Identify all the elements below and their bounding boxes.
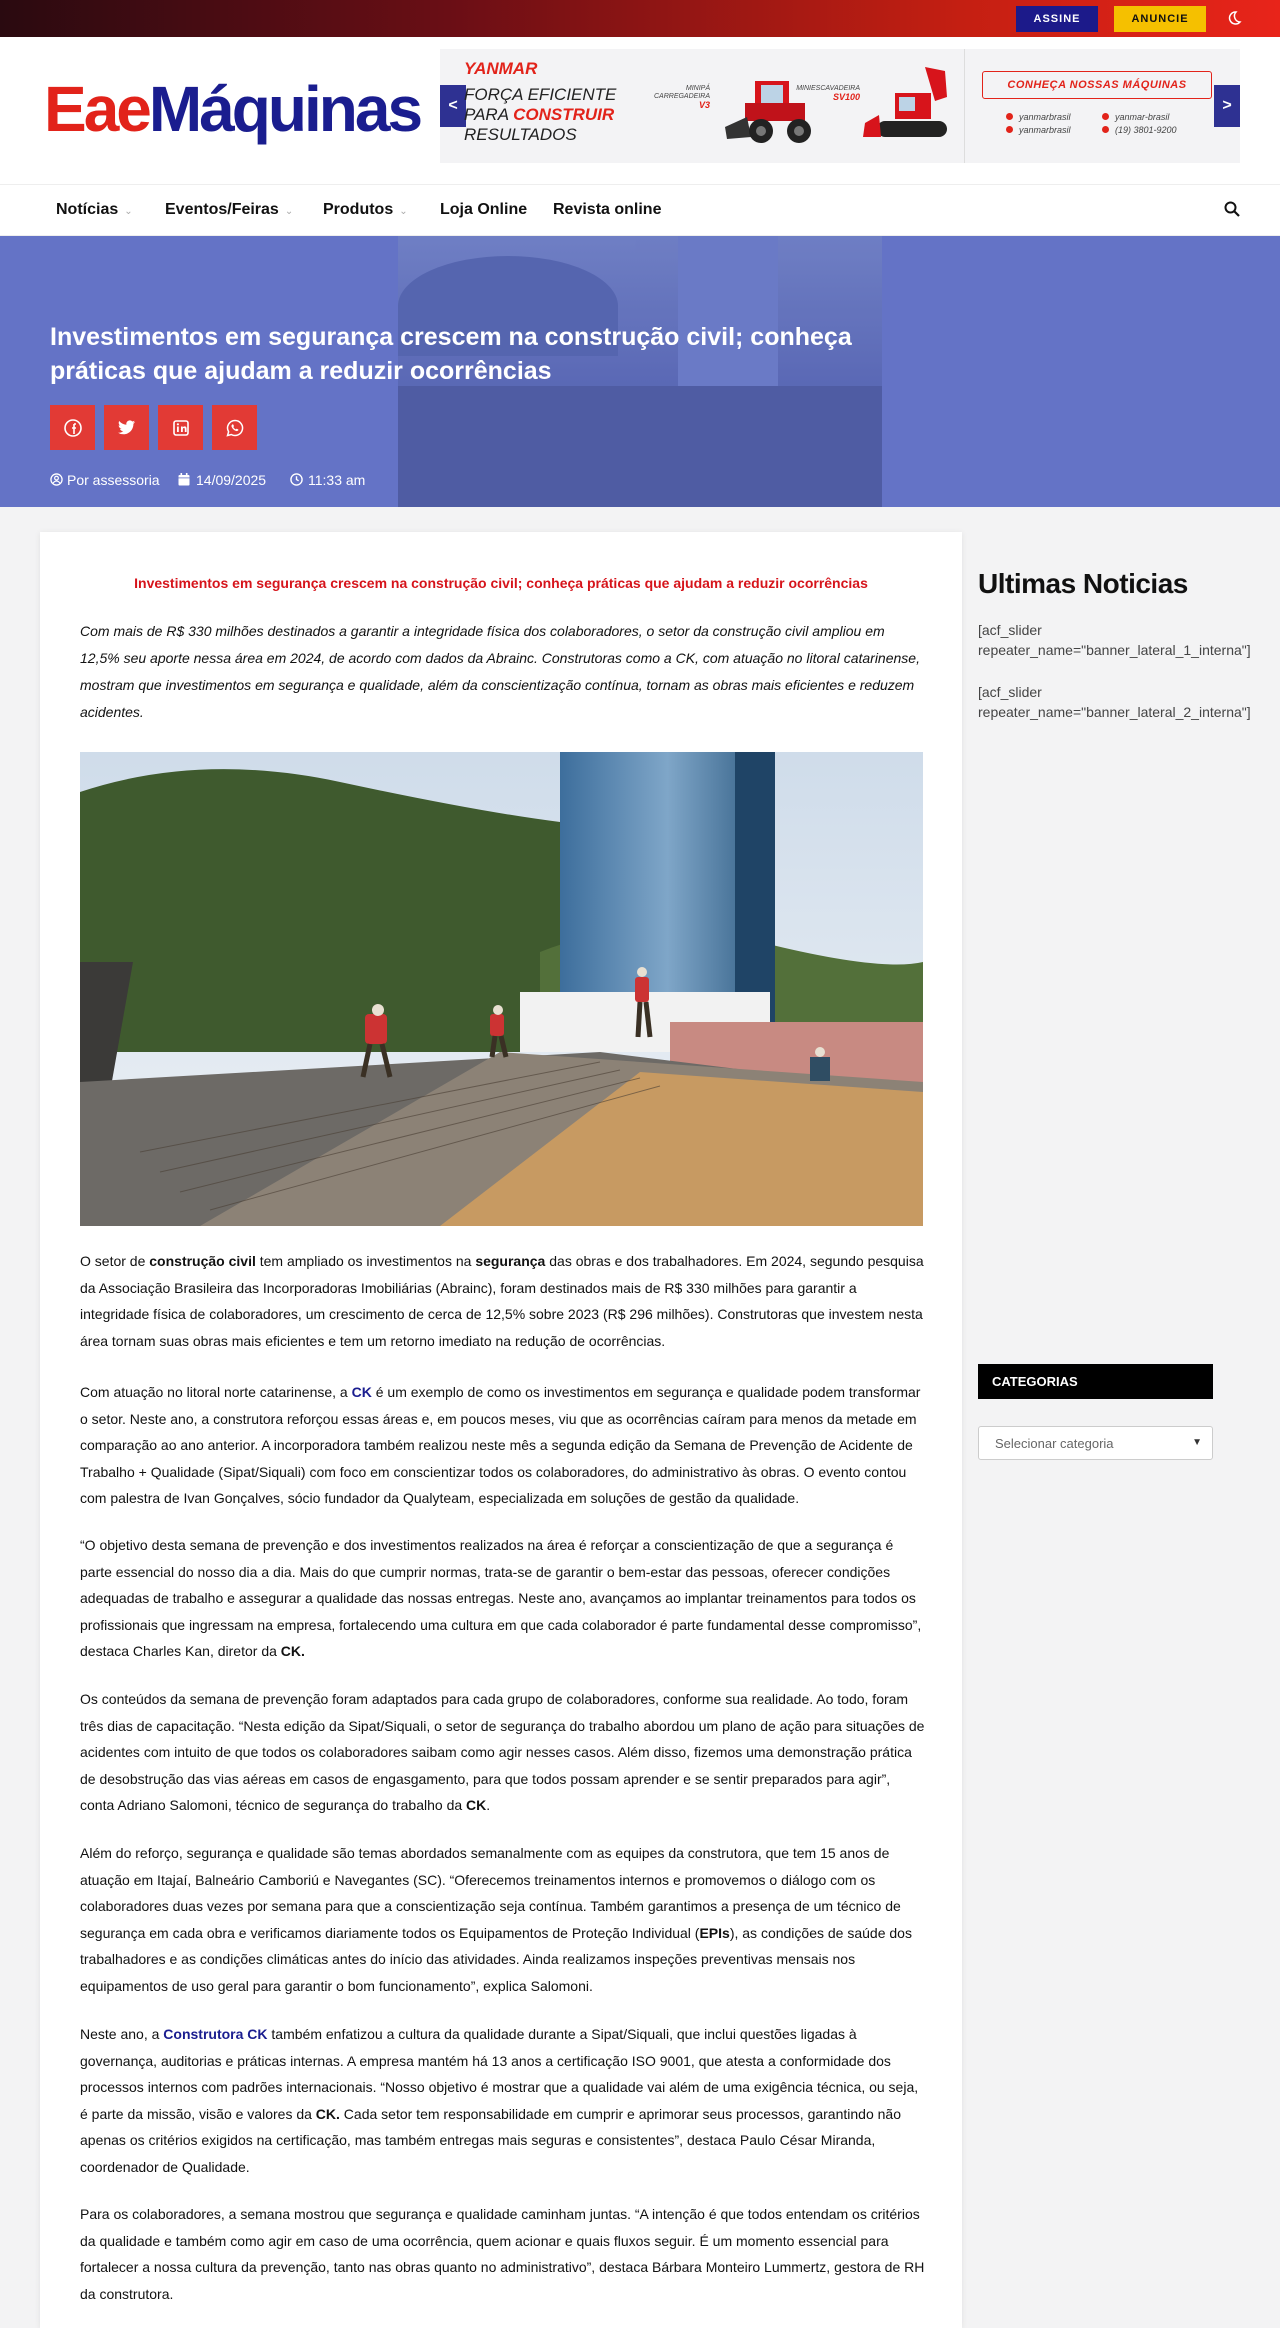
date-text: 14/09/2025 bbox=[196, 472, 267, 488]
nav-item-label: Notícias bbox=[56, 201, 119, 218]
nav-item-produtos[interactable] bbox=[323, 201, 408, 219]
article-subtitle: Investimentos em segurança crescem na construção civil; conheça práticas que ajudam a reduzir ocorrências bbox=[134, 575, 868, 591]
article-image bbox=[80, 752, 923, 1226]
chevron-down-icon: ⌄ bbox=[124, 206, 133, 217]
social-facebook bbox=[1006, 124, 1102, 137]
p6-c: CK. bbox=[315, 2105, 340, 2122]
banner-claim bbox=[464, 85, 616, 145]
calendar-icon bbox=[178, 473, 190, 486]
banner-next-button[interactable]: > bbox=[1214, 85, 1240, 127]
machine1-model: V3 bbox=[698, 100, 710, 110]
banner-claim-line1: FORÇA EFICIENTE bbox=[464, 85, 617, 104]
nav-item-label: Eventos/Feiras bbox=[165, 201, 279, 218]
article-content bbox=[40, 532, 962, 2328]
social-instagram bbox=[1006, 111, 1102, 124]
article-author[interactable] bbox=[50, 472, 160, 488]
banner-prev-button[interactable]: < bbox=[440, 85, 466, 127]
machine1-label-text: MINIPÁ CARREGADEIRA bbox=[653, 85, 710, 100]
social4-text: (19) 3801-9200 bbox=[1115, 125, 1177, 135]
facebook-icon bbox=[64, 419, 82, 437]
site-logo[interactable] bbox=[44, 73, 421, 145]
excavator-image bbox=[855, 67, 955, 147]
p5-a: Além do reforço, segurança e qualidade são temas abordados semanalmente com as equipes da construtora, que tem 15 anos de atuação em Itajaí, Balneário Camboriú e Navegantes (SC). “Oferecemos treinamentos internos e promovemos o diálogo com os colaboradores duas vezes por semana para que a conscientização seja contínua. Também garantimos a presença de um técnico de segurança em cada obra e verificamos diariamente todos os Equipamentos de Proteção Individual ( bbox=[80, 1845, 901, 1941]
machine2-label bbox=[780, 85, 860, 101]
social2-text: yanmar-brasil bbox=[1115, 112, 1170, 122]
share-linkedin-button[interactable] bbox=[158, 405, 203, 450]
category-select-value: Selecionar categoria bbox=[995, 1435, 1114, 1451]
p5-c: ), as condições de saúde dos trabalhadores e as condições climáticas antes do início das atividades. Ainda realizamos inspeções preventivas mensais nos equipamentos de uso geral para garantir o bom funcionamento”, explica Salomoni. bbox=[80, 1924, 912, 1994]
share-twitter-button[interactable] bbox=[104, 405, 149, 450]
share-facebook-button[interactable] bbox=[50, 405, 95, 450]
p2-b: é um exemplo de como os investimentos em segurança e qualidade podem transformar o setor. Neste ano, a construtora reforçou essas áreas e, em poucos meses, viu que as ocorrências caíram para menos da metade em comparação ao ano anterior. A incorporadora também realizou neste mês a segunda edição da Semana de Prevenção de Acidente de Trabalho + Qualidade (Sipat/Siquali) com foco em conscientizar todos os colaboradores, do administrativo às obras. O evento contou com palestra de Ivan Gonçalves, sócio fundador da Qualyteam, especializada em soluções de gestão da qualidade. bbox=[80, 1384, 921, 1506]
chevron-down-icon: ⌄ bbox=[284, 206, 294, 217]
main-nav bbox=[0, 184, 1280, 236]
banner-socials bbox=[1006, 111, 1198, 137]
p5-b: EPIs bbox=[699, 1924, 730, 1941]
article-paragraph-6 bbox=[80, 2021, 925, 2180]
p1-d: segurança bbox=[475, 1253, 546, 1269]
p1-a: O setor de bbox=[80, 1253, 150, 1269]
banner-divider bbox=[964, 49, 965, 163]
social3-text: yanmarbrasil bbox=[1019, 125, 1071, 135]
article-paragraph-2 bbox=[80, 1379, 925, 1512]
nav-item-label: Produtos bbox=[323, 201, 394, 218]
time-text: 11:33 am bbox=[308, 472, 366, 488]
banner-claim-line2-em: CONSTRUIR bbox=[513, 105, 615, 124]
whatsapp-icon bbox=[226, 419, 244, 437]
social-linkedin bbox=[1102, 111, 1198, 124]
clock-icon bbox=[290, 473, 303, 486]
sidebar-shortcode-2: [acf_slider repeater_name="banner_lateral_2_interna"] bbox=[978, 684, 1251, 720]
nav-item-revista-online[interactable] bbox=[553, 201, 661, 219]
article-hero bbox=[0, 236, 1280, 507]
article-paragraph-7: Para os colaboradores, a semana mostrou que segurança e qualidade caminham juntas. “A intenção é que todos entendam os critérios da qualidade e também como agir em caso de uma ocorrência, quem acionar e quais fluxos seguir. É um momento essencial para fortalecer a nossa cultura da prevenção, tanto nas obras quanto no administrativo”, destaca Bárbara Monteiro Lummertz, gestora de RH da construtora. bbox=[80, 2206, 925, 2302]
article-paragraph-4 bbox=[80, 1686, 925, 1819]
p1-c: tem ampliado os investimentos na bbox=[255, 1253, 476, 1269]
dark-mode-toggle-icon[interactable] bbox=[1226, 10, 1242, 26]
phone-icon bbox=[1102, 126, 1109, 133]
article-date bbox=[178, 472, 266, 488]
anuncie-button[interactable]: ANUNCIE bbox=[1114, 6, 1206, 32]
nav-item-loja-online[interactable] bbox=[440, 201, 527, 219]
hero-deck-shape bbox=[398, 386, 882, 507]
ck-link[interactable]: CK bbox=[351, 1384, 372, 1400]
p1-e: das obras e dos trabalhadores. Em 2024, segundo pesquisa da Associação Brasileira das Incorporadoras Imobiliárias (Abrainc), foram destinados mais de R$ 330 milhões para garantir a integridade física de colaboradores, um crescimento de cerca de 12,5% sobre 2023 (R$ 296 milhões). Construtoras que investem nesta área tornam suas obras mais eficientes e tem um retorno imediato na redução de ocorrências. bbox=[80, 1253, 924, 1349]
linkedin-icon bbox=[1102, 113, 1109, 120]
p6-b: também enfatizou a cultura da qualidade durante a Sipat/Siquali, que inclui questões ligadas à governança, auditorias e práticas internas. A empresa mantém há 13 anos a certificação ISO 9001, que atesta a conformidade dos processos internos com padrões internacionais. “Nosso objetivo é mostrar que a qualidade vai além de uma exigência técnica, ou seja, é parte da missão, visão e valores da bbox=[80, 2026, 919, 2122]
p2-a: Com atuação no litoral norte catarinense, a bbox=[80, 1384, 352, 1400]
nav-item-label: Revista online bbox=[553, 201, 662, 218]
machine2-model: SV100 bbox=[832, 92, 860, 102]
p6-d: Cada setor tem responsabilidade em cumprir e aprimorar seus processos, garantindo não apenas os critérios exigidos na certificação, mas também entregas mais seguras e consistentes”, destaca Paulo César Miranda, coordenador de Qualidade. bbox=[80, 2105, 901, 2175]
construction-site-photo bbox=[80, 752, 923, 1226]
categories-heading: CATEGORIAS bbox=[978, 1364, 1213, 1399]
p4-a: Os conteúdos da semana de prevenção foram adaptados para cada grupo de colaboradores, conforme sua realidade. Ao todo, foram três dias de capacitação. “Nesta edição da Sipat/Siquali, o setor de segurança do trabalho abordou um plano de ação para situações de acidentes com intuito de que todos os colaboradores saibam como agir nesses casos. Além disso, fizemos uma demonstração prática de desobstrução das vias aéreas em casos de engasgamento, para que todos possam aprender e se sentir preparados para agir”, conta Adriano Salomoni, técnico de segurança do trabalho da bbox=[80, 1691, 925, 1813]
banner-claim-line2 bbox=[464, 105, 616, 125]
machine1-label bbox=[640, 85, 710, 109]
nav-item-eventos[interactable] bbox=[165, 201, 293, 219]
banner-cta-button[interactable]: CONHEÇA NOSSAS MÁQUINAS bbox=[982, 71, 1212, 99]
machine2-label-text: MINIESCAVADEIRA bbox=[796, 85, 860, 92]
assine-button[interactable]: ASSINE bbox=[1016, 6, 1098, 32]
ad-banner[interactable] bbox=[440, 49, 1240, 163]
site-header bbox=[0, 37, 1280, 184]
chevron-down-icon: ▼ bbox=[1192, 1437, 1202, 1448]
construtora-ck-link[interactable]: Construtora CK bbox=[163, 2026, 268, 2042]
user-icon bbox=[50, 473, 63, 486]
author-name: Por assessoria bbox=[67, 472, 160, 488]
search-icon[interactable] bbox=[1224, 201, 1240, 217]
instagram-icon bbox=[1006, 113, 1013, 120]
facebook-icon bbox=[1006, 126, 1013, 133]
logo-part-maquinas: Máquinas bbox=[148, 73, 421, 145]
social1-text: yanmarbrasil bbox=[1019, 112, 1071, 122]
sidebar-title: Ultimas Noticias bbox=[978, 568, 1188, 599]
category-select[interactable] bbox=[978, 1426, 1213, 1460]
p4-c: . bbox=[486, 1797, 491, 1813]
chevron-down-icon: ⌄ bbox=[399, 206, 408, 217]
wheel-loader-image bbox=[725, 67, 825, 147]
banner-claim-line2-pre: PARA bbox=[464, 105, 514, 124]
article-paragraph-1 bbox=[80, 1248, 925, 1354]
p3-a: “O objetivo desta semana de prevenção e dos investimentos realizados na área é reforçar a conscientização de que a segurança é parte essencial do nosso dia a dia. Mais do que cumprir normas, trata-se de garantir o bem-estar das pessoas, oferecer condições adequadas de trabalho e assegurar a qualidade das nossas entregas. Neste ano, avançamos ao implantar treinamentos para todos os profissionais que ingressam na empresa, fortalecendo uma cultura em que cada colaborador é parte fundamental desse compromisso”, destaca Charles Kan, diretor da bbox=[80, 1537, 922, 1659]
p6-a: Neste ano, a bbox=[80, 2026, 164, 2042]
twitter-icon bbox=[118, 420, 136, 436]
article-paragraph-3 bbox=[80, 1532, 925, 1665]
banner-claim-line3: RESULTADOS bbox=[464, 125, 577, 144]
logo-part-eae: Eae bbox=[44, 73, 149, 145]
nav-item-label: Loja Online bbox=[440, 201, 528, 218]
sidebar-shortcode-1: [acf_slider repeater_name="banner_lateral_1_interna"] bbox=[978, 622, 1251, 658]
social-phone bbox=[1102, 124, 1198, 137]
p4-b: CK bbox=[466, 1797, 487, 1813]
p1-b: construção civil bbox=[149, 1253, 256, 1269]
article-title: Investimentos em segurança crescem na construção civil; conheça práticas que ajudam a reduzir ocorrências bbox=[50, 323, 852, 385]
linkedin-icon bbox=[173, 420, 189, 436]
article-lead: Com mais de R$ 330 milhões destinados a garantir a integridade física dos colaboradores, o setor da construção civil ampliou em 12,5% seu aporte nessa área em 2024, de acordo com dados da Abrainc. Construtoras como a CK, com atuação no litoral catarinense, mostram que investimentos em segurança e qualidade, além da conscientização contínua, tornam as obras mais eficientes e reduzem acidentes. bbox=[80, 623, 920, 720]
article-paragraph-5 bbox=[80, 1840, 925, 1999]
article-time bbox=[290, 472, 365, 488]
banner-brand: YANMAR bbox=[464, 59, 538, 78]
p3-b: CK. bbox=[280, 1643, 305, 1659]
top-bar bbox=[0, 0, 1280, 37]
nav-item-noticias[interactable] bbox=[56, 201, 133, 219]
share-whatsapp-button[interactable] bbox=[212, 405, 257, 450]
